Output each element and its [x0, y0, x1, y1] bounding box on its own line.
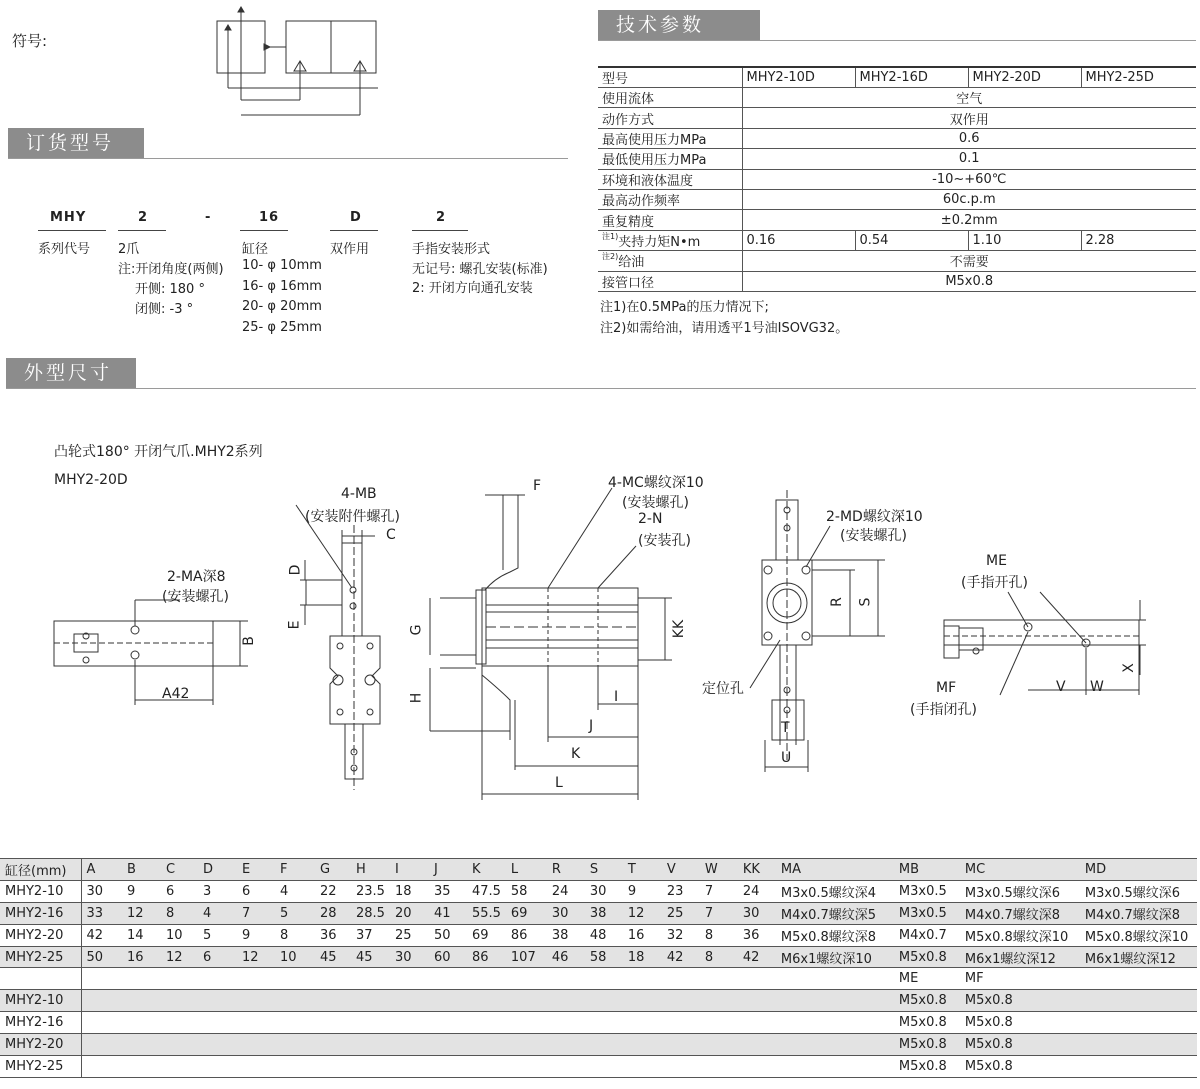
dim-head: T: [623, 859, 662, 881]
label-x: X: [1120, 663, 1137, 673]
note-marker: 注2): [602, 252, 619, 262]
label-e: E: [286, 620, 303, 630]
spec-header-10d: MHY2-10D: [742, 67, 855, 88]
order-mount-std: 无记号: 螺孔安装(标准): [412, 262, 548, 277]
dim-cell: MHY2-25: [0, 946, 81, 968]
spec-row: [598, 128, 1196, 148]
label-me: ME: [986, 553, 1007, 569]
dims-title: 凸轮式180° 开闭气爪.MHY2系列: [54, 444, 263, 460]
dim-cell: 3: [198, 880, 237, 902]
view-end: [296, 505, 380, 790]
dim-cell: 42: [662, 946, 700, 968]
dim-cell: 5: [275, 902, 315, 924]
dim-head: B: [122, 859, 161, 881]
dim-cell: M3x0.5: [894, 880, 960, 902]
dim-cell: MHY2-20: [0, 1034, 81, 1056]
dim-cell: 30: [81, 880, 122, 902]
dim-cell: 55.5: [467, 902, 506, 924]
dim-cell: 47.5: [467, 880, 506, 902]
dim-cell: M5x0.8: [894, 1056, 960, 1078]
dim-cell: 36: [315, 924, 351, 946]
dim-cell: 60: [429, 946, 467, 968]
dim-head: L: [506, 859, 547, 881]
dim-row-10: [0, 880, 1197, 902]
dim-cell: 69: [467, 924, 506, 946]
label-mf: MF: [936, 680, 957, 696]
order-code-dash: -: [205, 210, 212, 225]
spec-label: 最低使用压力MPa: [598, 149, 742, 169]
dim-cell: 32: [662, 924, 700, 946]
dim-head: 缸径(mm): [0, 859, 81, 881]
dim-cell: M5x0.8螺纹深10: [960, 924, 1080, 946]
order-claws-label: 2爪: [118, 242, 140, 257]
dim-cell: 50: [81, 946, 122, 968]
dim-cell: MHY2-16: [0, 902, 81, 924]
label-h: H: [408, 692, 425, 704]
dim-subheader-row: [0, 968, 1197, 990]
label-mc: 4-MC螺纹深10: [608, 475, 704, 491]
spec-port-label: 接管口径: [598, 271, 742, 291]
dim-cell: 10: [275, 946, 315, 968]
label-ma: 2-MA深8: [167, 569, 226, 585]
dim-subrow-25: [0, 1056, 1197, 1078]
dim-cell: MHY2-20: [0, 924, 81, 946]
order-underline-1: [38, 230, 106, 231]
dim-cell: 16: [623, 924, 662, 946]
dim-head: E: [237, 859, 275, 881]
dim-cell: 8: [275, 924, 315, 946]
spec-header-25d: MHY2-25D: [1081, 67, 1196, 88]
dim-cell: 36: [738, 924, 776, 946]
spec-oil-row: [598, 251, 1196, 271]
dim-cell: 18: [623, 946, 662, 968]
dim-cell: 22: [315, 880, 351, 902]
dim-cell: 69: [506, 902, 547, 924]
dim-cell: M4x0.7: [894, 924, 960, 946]
dim-subrow-16: [0, 1012, 1197, 1034]
spec-value: 0.1: [742, 149, 1196, 169]
dim-cell: 30: [390, 946, 429, 968]
spec-torque-20d: 1.10: [968, 230, 1081, 250]
dim-cell: 20: [390, 902, 429, 924]
dim-cell: 9: [623, 880, 662, 902]
spec-row: [598, 210, 1196, 230]
dim-cell: MHY2-16: [0, 1012, 81, 1034]
dim-head: MD: [1080, 859, 1197, 881]
pneumatic-symbol: [217, 7, 378, 115]
dim-cell: 12: [623, 902, 662, 924]
dim-cell: 6: [237, 880, 275, 902]
label-t: T: [781, 720, 790, 736]
dim-cell: 5: [198, 924, 237, 946]
order-code-claws: 2: [138, 210, 149, 225]
label-j: J: [589, 718, 594, 734]
spec-header-model: 型号: [598, 67, 742, 88]
dim-cell: 58: [585, 946, 623, 968]
label-md-sub: (安装螺孔): [840, 528, 907, 544]
label-mb-sub: (安装附件螺孔): [305, 509, 400, 525]
spec-value: 双作用: [742, 108, 1196, 128]
dim-cell: M5x0.8: [960, 1056, 1197, 1078]
dim-cell-empty: [81, 1034, 894, 1056]
dim-cell-empty: [81, 1056, 894, 1078]
dim-cell: M5x0.8: [894, 990, 960, 1012]
dim-cell: 12: [237, 946, 275, 968]
dim-cell: 30: [547, 902, 585, 924]
label-u: U: [781, 750, 792, 766]
label-d: D: [287, 564, 304, 576]
dim-cell: M4x0.7螺纹深8: [960, 902, 1080, 924]
dim-header-row: [0, 859, 1197, 881]
dim-cell: M4x0.7螺纹深5: [776, 902, 894, 924]
spec-label: 重复精度: [598, 210, 742, 230]
spec-torque-text: 夹持力矩N•m: [618, 234, 701, 250]
dim-cell: 23.5: [351, 880, 390, 902]
dim-subhead-mf: MF: [960, 968, 1197, 990]
dim-cell: 33: [81, 902, 122, 924]
dim-cell: 107: [506, 946, 547, 968]
dim-cell: 25: [662, 902, 700, 924]
dim-cell: MHY2-25: [0, 1056, 81, 1078]
order-claws-note-3: 闭侧: -3 °: [135, 302, 194, 317]
dim-cell: 58: [506, 880, 547, 902]
dim-cell: M6x1螺纹深12: [960, 946, 1080, 968]
symbol-label: 符号:: [12, 32, 48, 50]
label-md: 2-MD螺纹深10: [826, 509, 923, 525]
spec-row: [598, 149, 1196, 169]
dim-cell: M5x0.8: [894, 1012, 960, 1034]
dim-cell: M5x0.8螺纹深8: [776, 924, 894, 946]
dim-cell: 30: [585, 880, 623, 902]
dim-cell: 38: [547, 924, 585, 946]
dim-cell: 7: [700, 880, 738, 902]
dim-cell: 45: [315, 946, 351, 968]
label-mb: 4-MB: [341, 486, 377, 502]
order-action-label: 双作用: [330, 242, 370, 257]
spec-value: 60c.p.m: [742, 189, 1196, 209]
dim-cell: 45: [351, 946, 390, 968]
dim-row-16: [0, 902, 1197, 924]
label-n-sub: (安装孔): [638, 533, 691, 549]
label-locate: 定位孔: [702, 681, 744, 697]
dim-head: I: [390, 859, 429, 881]
label-mf-sub: (手指闭孔): [910, 702, 977, 718]
dim-row-20: [0, 924, 1197, 946]
dim-cell: 16: [122, 946, 161, 968]
order-underline-3: [240, 230, 288, 231]
dim-cell: 8: [700, 946, 738, 968]
spec-label: 使用流体: [598, 88, 742, 108]
order-series-label: 系列代号: [38, 242, 91, 257]
dim-head: MB: [894, 859, 960, 881]
dim-subhead-me: ME: [894, 968, 960, 990]
dim-cell: 7: [237, 902, 275, 924]
dim-head: A: [81, 859, 122, 881]
label-me-sub: (手指开孔): [961, 575, 1028, 591]
spec-oil-text: 给油: [618, 255, 645, 271]
dimension-table: [0, 858, 1197, 1078]
order-bore-title: 缸径: [242, 242, 269, 257]
dim-head: S: [585, 859, 623, 881]
label-v: V: [1056, 679, 1066, 695]
dim-cell: 18: [390, 880, 429, 902]
dim-cell: 4: [198, 902, 237, 924]
dim-cell-empty: [0, 968, 81, 990]
spec-torque-label: [598, 230, 742, 250]
spec-table: [598, 66, 1196, 292]
spec-oil-label: [598, 251, 742, 271]
dim-cell: 12: [122, 902, 161, 924]
dim-head: G: [315, 859, 351, 881]
spec-label: 环境和液体温度: [598, 169, 742, 189]
spec-value: -10~+60℃: [742, 169, 1196, 189]
order-mount-through: 2: 开闭方向通孔安装: [412, 281, 533, 296]
dim-cell: M3x0.5螺纹深4: [776, 880, 894, 902]
dim-cell: 25: [390, 924, 429, 946]
order-code-action: D: [350, 210, 362, 225]
label-i: I: [614, 689, 619, 705]
dim-cell: 7: [700, 902, 738, 924]
spec-header-row: [598, 67, 1196, 88]
note-marker: 注1): [602, 231, 619, 241]
dim-subrow-20: [0, 1034, 1197, 1056]
dim-cell-empty: [81, 1012, 894, 1034]
spec-oil-value: 不需要: [742, 251, 1196, 271]
dim-cell: 24: [547, 880, 585, 902]
spec-header-20d: MHY2-20D: [968, 67, 1081, 88]
spec-value: ±0.2mm: [742, 210, 1196, 230]
dim-head: MC: [960, 859, 1080, 881]
dim-head: MA: [776, 859, 894, 881]
dims-section-title: 外型尺寸: [6, 358, 136, 388]
dim-cell: 38: [585, 902, 623, 924]
dim-cell: M3x0.5螺纹深6: [1080, 880, 1197, 902]
order-underline-2: [118, 230, 166, 231]
dim-head: K: [467, 859, 506, 881]
label-c: C: [386, 527, 396, 543]
order-mount-title: 手指安装形式: [412, 242, 491, 257]
dim-cell: 42: [738, 946, 776, 968]
dim-cell: 37: [351, 924, 390, 946]
order-underline-4: [330, 230, 378, 231]
label-r: R: [828, 597, 845, 607]
dim-cell: M5x0.8螺纹深10: [1080, 924, 1197, 946]
dim-cell-empty: [81, 968, 894, 990]
dim-cell: M6x1螺纹深12: [1080, 946, 1197, 968]
dim-head: J: [429, 859, 467, 881]
spec-row: [598, 169, 1196, 189]
dim-cell: 35: [429, 880, 467, 902]
label-k: K: [571, 746, 581, 762]
view-top: [54, 600, 248, 705]
dim-cell: M4x0.7螺纹深8: [1080, 902, 1197, 924]
dim-cell: 6: [161, 880, 198, 902]
dim-cell: M5x0.8: [894, 1034, 960, 1056]
dim-cell: 50: [429, 924, 467, 946]
dim-cell: 12: [161, 946, 198, 968]
label-w: W: [1090, 679, 1104, 695]
label-s: S: [857, 597, 874, 607]
dim-head: D: [198, 859, 237, 881]
dim-cell: M5x0.8: [960, 1034, 1197, 1056]
order-bore-20: 20- φ 20mm: [242, 299, 322, 314]
spec-row: [598, 88, 1196, 108]
spec-label: 动作方式: [598, 108, 742, 128]
order-section-title: 订货型号: [8, 128, 144, 158]
label-b: B: [240, 636, 257, 646]
spec-value: 空气: [742, 88, 1196, 108]
view-right: [944, 592, 1146, 695]
spec-port-value: M5x0.8: [742, 271, 1196, 291]
spec-torque-16d: 0.54: [855, 230, 968, 250]
dim-row-25: [0, 946, 1197, 968]
dim-cell: 24: [738, 880, 776, 902]
dim-cell: 8: [700, 924, 738, 946]
spec-torque-25d: 2.28: [1081, 230, 1196, 250]
order-code-series: MHY: [50, 210, 87, 225]
dim-cell: 4: [275, 880, 315, 902]
dim-cell: 9: [122, 880, 161, 902]
label-l: L: [555, 775, 563, 791]
dim-head: C: [161, 859, 198, 881]
order-claws-note-1: 注:开闭角度(两侧): [118, 262, 224, 277]
dim-subrow-10: [0, 990, 1197, 1012]
dim-head: V: [662, 859, 700, 881]
dim-cell: M5x0.8: [894, 946, 960, 968]
label-mc-sub: (安装螺孔): [622, 495, 689, 511]
order-claws-note-2: 开侧: 180 °: [135, 282, 205, 297]
spec-port-row: [598, 271, 1196, 291]
dim-cell: M5x0.8: [960, 990, 1197, 1012]
dim-head: F: [275, 859, 315, 881]
label-a42: A42: [162, 686, 190, 702]
dim-head: W: [700, 859, 738, 881]
dim-head: KK: [738, 859, 776, 881]
order-bore-25: 25- φ 25mm: [242, 320, 322, 335]
dim-cell: 28.5: [351, 902, 390, 924]
order-code-mount: 2: [436, 210, 447, 225]
dim-cell: 48: [585, 924, 623, 946]
spec-header-16d: MHY2-16D: [855, 67, 968, 88]
tech-section-title: 技术参数: [598, 10, 760, 40]
order-bore-10: 10- φ 10mm: [242, 258, 322, 273]
dim-cell-empty: [81, 990, 894, 1012]
label-n: 2-N: [638, 511, 663, 527]
dim-cell: M3x0.5螺纹深6: [960, 880, 1080, 902]
dim-cell: 6: [198, 946, 237, 968]
spec-value: 0.6: [742, 128, 1196, 148]
dim-cell: 42: [81, 924, 122, 946]
dim-cell: 10: [161, 924, 198, 946]
dim-cell: 23: [662, 880, 700, 902]
dim-cell: 30: [738, 902, 776, 924]
order-bore-16: 16- φ 16mm: [242, 279, 322, 294]
label-ma-sub: (安装螺孔): [162, 589, 229, 605]
dim-cell: 28: [315, 902, 351, 924]
dim-cell: 9: [237, 924, 275, 946]
dim-cell: 14: [122, 924, 161, 946]
spec-note-1: 注1)在0.5MPa的压力情况下;: [600, 300, 769, 315]
dim-head: H: [351, 859, 390, 881]
dim-cell: 41: [429, 902, 467, 924]
spec-row: [598, 189, 1196, 209]
spec-row: [598, 108, 1196, 128]
dim-head: R: [547, 859, 585, 881]
spec-label: 最高动作频率: [598, 189, 742, 209]
dim-cell: 46: [547, 946, 585, 968]
label-f: F: [533, 478, 542, 494]
dim-cell: 8: [161, 902, 198, 924]
dim-cell: MHY2-10: [0, 880, 81, 902]
dim-cell: 86: [467, 946, 506, 968]
spec-note-2: 注2)如需给油，请用透平1号油ISOVG32。: [600, 321, 849, 336]
dim-cell: M5x0.8: [960, 1012, 1197, 1034]
order-underline-5: [412, 230, 468, 231]
spec-torque-10d: 0.16: [742, 230, 855, 250]
spec-label: 最高使用压力MPa: [598, 128, 742, 148]
view-side: [430, 488, 672, 800]
dim-cell: M6x1螺纹深10: [776, 946, 894, 968]
dims-model: MHY2-20D: [54, 472, 128, 488]
dim-cell: M3x0.5: [894, 902, 960, 924]
label-kk: KK: [671, 619, 688, 639]
label-g: G: [408, 624, 425, 636]
order-code-bore: 16: [259, 210, 280, 225]
spec-torque-row: [598, 230, 1196, 250]
dim-cell: 86: [506, 924, 547, 946]
dim-cell: MHY2-10: [0, 990, 81, 1012]
